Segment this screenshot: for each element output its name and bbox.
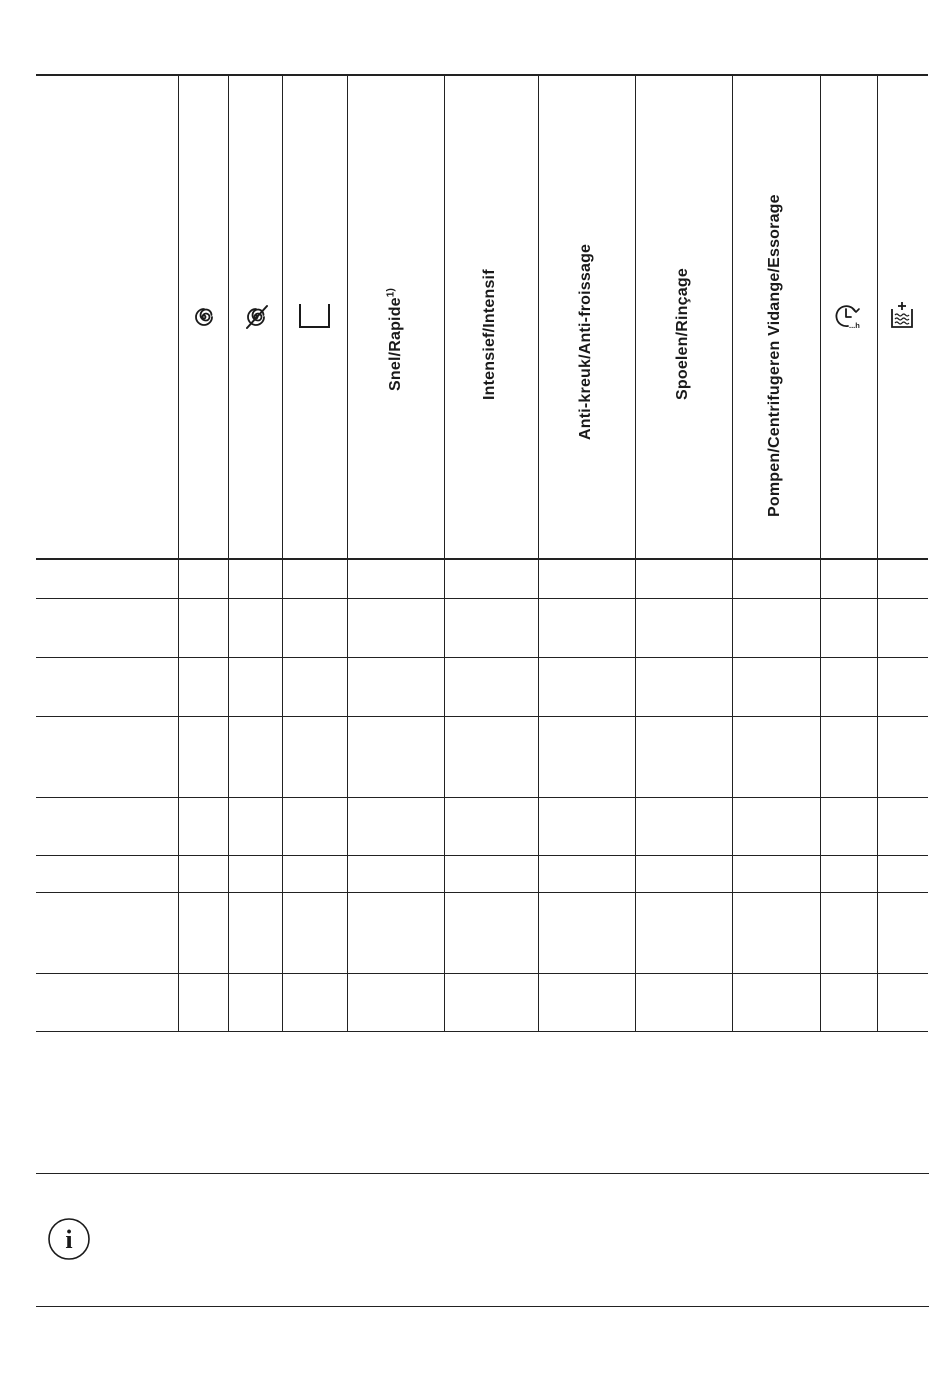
table-col-divider — [282, 75, 283, 1032]
no-spin-icon — [242, 303, 270, 331]
table-col-divider — [444, 75, 445, 1032]
header-anti-kreuk: Anti-kreuk/Anti-froissage — [577, 243, 594, 440]
table-col-divider — [347, 75, 348, 1032]
header-spoelen: Spoelen/Rinçage — [674, 268, 691, 400]
extra-water-icon — [889, 300, 915, 330]
table-row-divider — [36, 892, 928, 893]
header-pompen: Pompen/Centrifugeren Vidange/Essorage — [766, 194, 783, 517]
table-col-divider — [178, 75, 179, 1032]
rinse-hold-icon — [298, 302, 332, 330]
spin-icon — [192, 305, 216, 329]
table-col-divider — [732, 75, 733, 1032]
header-intensief: Intensief/Intensif — [481, 269, 498, 400]
table-bottom-border — [36, 1031, 928, 1032]
table-col-divider — [820, 75, 821, 1032]
table-row-divider — [36, 716, 928, 717]
table-row-divider — [36, 657, 928, 658]
table-col-divider — [228, 75, 229, 1032]
table-row-divider — [36, 855, 928, 856]
header-snel-rapide-text: Snel/Rapide — [387, 297, 404, 391]
info-box-bottom-border — [36, 1306, 929, 1307]
table-header-bottom-border — [36, 558, 928, 560]
info-icon — [47, 1217, 91, 1261]
delay-timer-icon — [834, 303, 864, 333]
footnote-marker: 1) — [385, 287, 397, 298]
table-col-divider — [635, 75, 636, 1032]
table-row-divider — [36, 973, 928, 974]
table-row-divider — [36, 797, 928, 798]
table-top-border — [36, 74, 928, 76]
delay-timer-icon-text: ...h — [849, 321, 860, 330]
table-col-divider — [538, 75, 539, 1032]
header-snel-rapide — [386, 288, 406, 391]
info-box-top-border — [36, 1173, 929, 1174]
table-row-divider — [36, 598, 928, 599]
svg-text:i: i — [65, 1225, 73, 1254]
table-col-divider — [877, 75, 878, 1032]
